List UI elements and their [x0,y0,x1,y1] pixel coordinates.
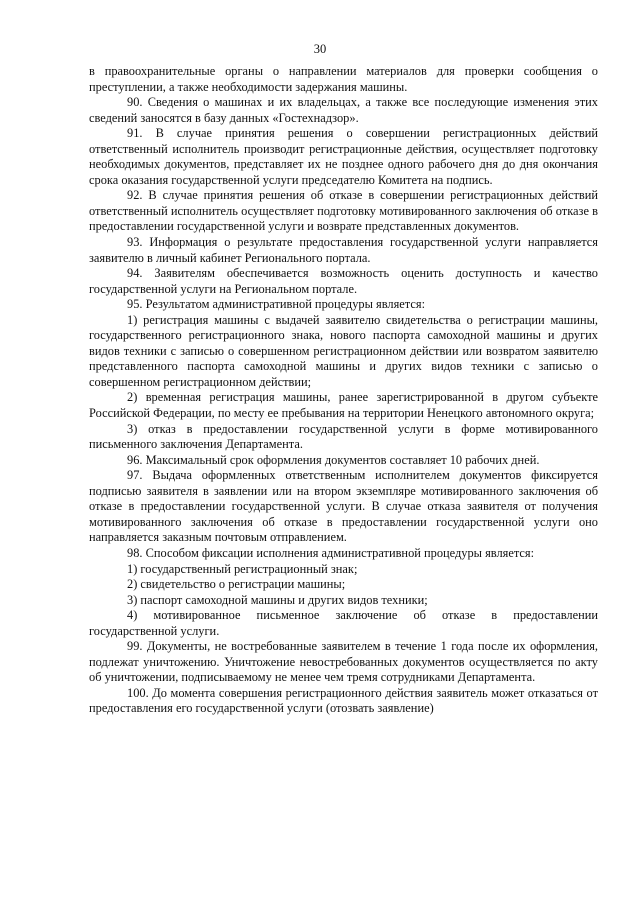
page-number: 30 [313,42,327,56]
paragraph-98-item-2: 2) свидетельство о регистрации машины; [127,577,346,592]
document-body [89,64,598,717]
paragraph-98-item-3: 3) паспорт самоходной машины и других видов техники; [127,592,428,607]
paragraph-95-item-1: 1) регистрация машины с выдачей заявителю свидетельства о регистрации машины, государственного регистрационного знака, нового паспорта самоходной машины и других видов техники с записью о совершенном регистрационном действии или возвратом заявителю представленного паспорта самоходной машины и других видов техники с записью о совершенном регистрационном действии; [89,312,598,389]
paragraph-98: 98. Способом фиксации исполнения административной процедуры является: [127,545,535,560]
paragraph-94: 94. Заявителям обеспечивается возможность оценить доступность и качество государственной услуги на Региональном портале. [89,266,598,296]
paragraph-91: 91. В случае принятия решения о совершении регистрационных действий ответственный исполнитель производит регистрационные действия, осуществляет подготовку необходимых документов, представляет их не позднее одного рабочего дня до дня окончания срока оказания государственной услуги председателю Комитета на подпись. [89,126,598,187]
paragraph-98-item-1: 1) государственный регистрационный знак; [127,561,358,576]
paragraph-93: 93. Информация о результате предоставления государственной услуги направляется заявителю в личный кабинет Регионального портала. [89,235,598,265]
paragraph-100: 100. До момента совершения регистрационного действия заявитель может отказаться от предоставления его государственной услуги (отозвать заявление) [89,685,598,716]
paragraph-95: 95. Результатом административной процедуры является: [127,297,426,312]
paragraph-95-item-2: 2) временная регистрация машины, ранее зарегистрированной в другом субъекте Российской Федерации, по месту ее пребывания на территории Ненецкого автономного округа; [89,390,598,421]
paragraph-90: 90. Сведения о машинах и их владельцах, а также все последующие изменения этих сведений заносятся в базу данных «Гостехнадзор». [89,95,598,125]
paragraph-96: 96. Максимальный срок оформления документов составляет 10 рабочих дней. [127,452,540,467]
paragraph-99: 99. Документы, не востребованные заявителем в течение 1 года после их оформления, подлежат уничтожению. Уничтожение невостребованных документов осуществляется по акту об уничтожении, подписываемому не менее чем тремя сотрудниками Департамента. [89,639,598,685]
paragraph-continuation: в правоохранительные органы о направлении материалов для проверки сообщения о преступлении, а также необходимости задержания машины. [89,64,598,94]
paragraph-98-item-4: 4) мотивированное письменное заключение об отказе в предоставлении государственной услуги. [89,608,598,638]
paragraph-95-item-3: 3) отказ в предоставлении государственной услуги в форме мотивированного письменного заключения Департамента. [89,421,598,452]
paragraph-92: 92. В случае принятия решения об отказе в совершении регистрационных действий ответственный исполнитель осуществляет подготовку мотивированного заключения об отказе в предоставлении государственной услуги и возврате представленных документов. [89,188,598,234]
paragraph-97: 97. Выдача оформленных ответственным исполнителем документов фиксируется подписью заявителя в заявлении или на втором экземпляре мотивированного заключения об отказе в предоставлении государственной услуги. В случае отказа заявителя от получения мотивированного заключения об отказе в предоставлении государственной услуги оно направляется заказным почтовым отправлением. [89,468,598,545]
